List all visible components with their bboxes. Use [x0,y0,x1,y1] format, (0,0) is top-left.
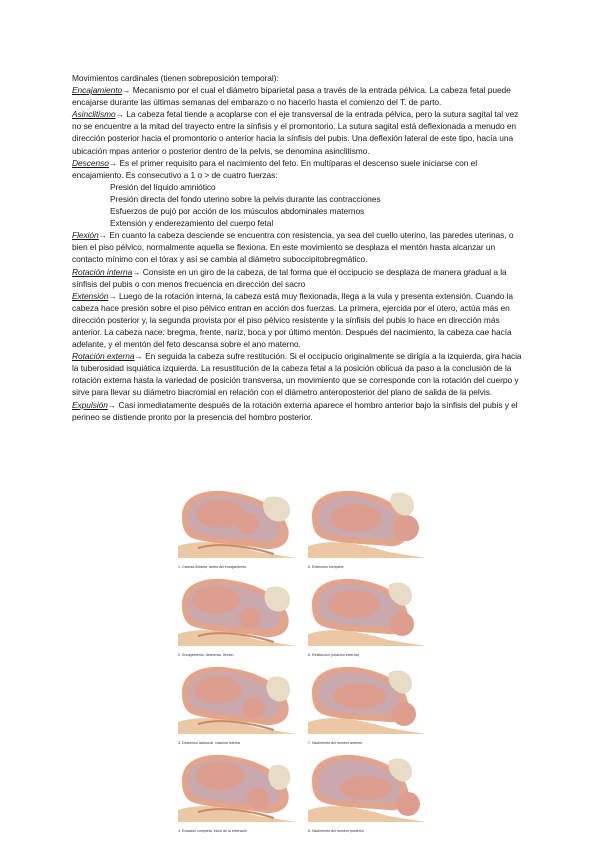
figure-panel-4 [178,750,296,836]
figure-caption: 6. Restitución (rotación externa) [308,653,359,657]
section-text: → Casi inmediatamente después de la rotación externa aparece el hombro anterior bajo la sínfisis del pubis y el perineo se distiende pronto por la presencia del hombro posterior. [72,399,518,422]
section-asinclitismo [72,108,524,156]
section-rotacion-interna [72,266,524,290]
section-descenso [72,157,524,181]
section-encajamiento [72,84,524,108]
term-heading: Extensión [72,290,109,301]
section-rotacion-externa [72,350,524,398]
figure-panel-7 [308,662,426,748]
figure-caption: 2. Encajamiento, descenso, flexión [178,653,234,657]
force-item: Extensión y enderezamiento del cuerpo fetal [110,218,274,229]
section-text: → En seguida la cabeza sufre restitución. Si el occipucio originalmente se dirigía a la izquierda, gira hacia la tuberosidad isquiática izquierda. La resustitución de la cabeza fetal a la posición oblicua da paso a la conclusión de la rotación externa hasta la variedad de posición transversa, un movimiento que se corresponde con la rotación del cuerpo y sirve para llevar su diámetro biacromial en relación con el diámetro anteroposterior del plano de salida de la pelvis. [72,351,522,398]
pelvis-illustration [178,662,296,734]
pelvis-illustration [308,662,426,734]
figure-caption: 3. Descenso adicional, rotación interna [178,741,240,745]
pelvis-illustration [308,750,426,822]
section-text: → Luego de la rotación interna, la cabeza está muy flexionada, llega a la vula y presenta extensión. Cuando la cabeza hace presión sobre el piso pélvico entran en acción dos fuerzas. La primera, ejercida por el útero, actúa más en dirección posterior y, la segunda provista por el piso pélvico resistente y la sínfisis del pubis lo hace en dirección más anterior. La cabeza nace: bregma, frente, nariz, boca y por último mentón. Después del nacimiento, la cabeza cae hacía adelante, y el mentón del feto descansa sobre el ano materno. [72,290,514,350]
section-extension [72,290,524,350]
pelvis-illustration [178,750,296,822]
force-item: Esfuerzos de pujó por acción de los músculos abdominales maternos [110,206,365,217]
pelvis-illustration [178,486,296,558]
figure-panel-8 [308,750,426,836]
figure-caption: 4. Rotación completa, inicio de la extensión [178,829,248,833]
term-heading: Descenso [72,157,109,168]
figure-caption: 5. Extensión completa [308,565,344,569]
term-heading: Flexión [72,230,99,241]
section-flexion [72,229,524,265]
term-heading: Expulsión [72,399,108,410]
figure-panel-6 [308,574,426,660]
intro-line: Movimientos cardinales (tienen sobreposición temporal): [72,73,279,83]
pelvis-illustration [308,574,426,646]
pelvis-illustration [308,486,426,558]
term-heading: Rotación externa [72,351,135,362]
figure-panel-2 [178,574,296,660]
term-heading: Encajamiento [72,85,123,96]
section-text: → En cuanto la cabeza desciende se encuentra con resistencia, ya sea del cuello uterino, las paredes uterinas, o bien el piso pélvico, normalmente aquella se flexiona. En este movimiento se desplaza el mentón hasta alcanzar un contacto mínimo con el tórax y así se cambia al diámetro suboccipitobregmático. [72,230,514,265]
section-text: → Es el primer requisito para el nacimiento del feto. En multíparas el descenso suele iniciarse con el encajamiento. Es consecutivo a 1 o > de cuatro fuerzas: [72,157,478,180]
section-text: → La cabeza fetal tiende a acoplarse con el eje transversal de la entrada pélvica, pero la sutura sagital tal vez no se encuentre a la mitad del trayecto entre la sínfisis y el promontorio. La sutura sagital está deflexionada a menudo en dirección posterior hacia el promontorio o anterior hacia la sínfisis del pubis. Una deflexión lateral de este tipo, hacía una ubicación mpas anterior o posterior dentro de la pelvis, se denomina asinclitismo. [72,109,519,156]
labor-mechanism-figure [178,486,426,832]
figure-panel-5 [308,486,426,572]
figure-caption: 7. Nacimiento del hombro anterior [308,741,363,745]
term-heading: Rotación interna [72,266,133,277]
document-body [72,72,524,423]
figure-caption: 1. Cabeza flotante, antes del encajamiento [178,565,247,569]
term-heading: Asinclitismo [72,109,116,120]
figure-caption: 8. Nacimiento del hombro posterior [308,829,364,833]
section-text: → Consiste en un giro de la cabeza, de tal forma que el occipucio se desplaza de manera gradual a la sínfisis del pubis o con menos frecuencia en dirección del sacro [72,266,507,289]
pelvis-illustration [178,574,296,646]
section-expulsion [72,399,524,423]
force-item: Presión directa del fondo uterino sobre la pelvis durante las contracciones [110,193,381,204]
force-item: Presión del líquido amniótico [110,181,216,192]
figure-panel-1 [178,486,296,572]
figure-panel-3 [178,662,296,748]
section-text: → Mecanismo por el cual el diámetro biparietal pasa a través de la entrada pélvica. La cabeza fetal puede encajarse durante las últimas semanas del embarazo o no hacerlo hasta el comienzo del T. de parto. [72,85,511,108]
